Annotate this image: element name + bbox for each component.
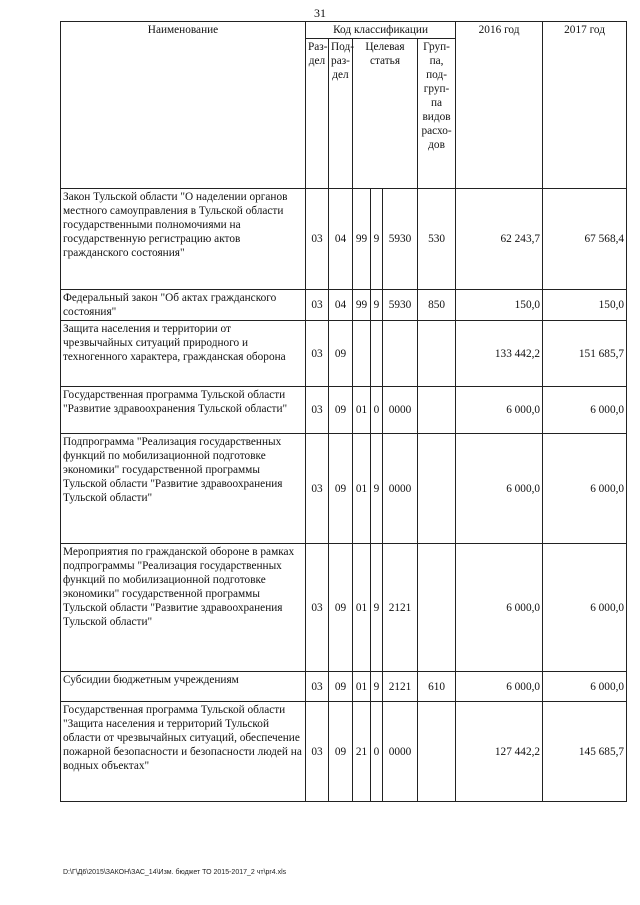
row-amount-2016: 6 000,0 — [456, 672, 543, 702]
row-cs-direction: 0000 — [383, 387, 418, 434]
row-cs-direction: 5930 — [383, 189, 418, 290]
row-amount-2017: 6 000,0 — [543, 672, 627, 702]
row-cs-program: 99 — [353, 290, 371, 321]
row-name: Мероприятия по гражданской обороне в рамках подпрограммы "Реализация государственных функций по мобилизационной подготовке экономики" государственной программы Тульской области "Развитие здравоохранения Тульской области" — [61, 544, 306, 672]
row-amount-2017: 6 000,0 — [543, 387, 627, 434]
row-podrazdel: 09 — [329, 672, 353, 702]
row-amount-2016: 133 442,2 — [456, 321, 543, 387]
row-amount-2016: 150,0 — [456, 290, 543, 321]
row-razdel: 03 — [306, 290, 329, 321]
row-cs-program: 01 — [353, 672, 371, 702]
row-vid-rashodov — [418, 321, 456, 387]
header-podrazdel: Под-раз-дел — [329, 39, 353, 189]
row-amount-2017: 67 568,4 — [543, 189, 627, 290]
row-vid-rashodov: 530 — [418, 189, 456, 290]
header-gruppa-vidov-rashodov: Груп-па, под-груп-па видов расхо-дов — [418, 39, 456, 189]
table-row — [61, 702, 627, 802]
row-cs-subprogram: 9 — [371, 672, 383, 702]
table-row — [61, 672, 627, 702]
row-razdel: 03 — [306, 702, 329, 802]
row-vid-rashodov: 850 — [418, 290, 456, 321]
row-cs-direction — [383, 321, 418, 387]
row-cs-subprogram: 0 — [371, 387, 383, 434]
row-amount-2017: 145 685,7 — [543, 702, 627, 802]
row-podrazdel: 09 — [329, 387, 353, 434]
header-name: Наименование — [61, 22, 306, 189]
row-amount-2016: 6 000,0 — [456, 387, 543, 434]
table-row — [61, 387, 627, 434]
row-vid-rashodov — [418, 434, 456, 544]
row-razdel: 03 — [306, 321, 329, 387]
row-podrazdel: 09 — [329, 702, 353, 802]
row-amount-2017: 150,0 — [543, 290, 627, 321]
table-row — [61, 189, 627, 290]
row-cs-program: 01 — [353, 434, 371, 544]
page-number: 31 — [314, 6, 326, 20]
budget-table — [60, 21, 627, 802]
row-razdel: 03 — [306, 672, 329, 702]
row-amount-2017: 6 000,0 — [543, 544, 627, 672]
table-row — [61, 544, 627, 672]
row-podrazdel: 04 — [329, 189, 353, 290]
row-cs-subprogram: 9 — [371, 544, 383, 672]
row-podrazdel: 09 — [329, 321, 353, 387]
row-amount-2016: 6 000,0 — [456, 544, 543, 672]
row-amount-2017: 6 000,0 — [543, 434, 627, 544]
row-amount-2016: 127 442,2 — [456, 702, 543, 802]
row-cs-program: 01 — [353, 544, 371, 672]
header-year-2016: 2016 год — [456, 22, 543, 189]
row-amount-2016: 62 243,7 — [456, 189, 543, 290]
row-name: Закон Тульской области "О наделении органов местного самоуправления в Тульской области государственными полномочиями на государственную регистрацию актов гражданского состояния" — [61, 189, 306, 290]
row-cs-direction: 2121 — [383, 544, 418, 672]
row-razdel: 03 — [306, 189, 329, 290]
row-podrazdel: 09 — [329, 434, 353, 544]
row-name: Подпрограмма "Реализация государственных функций по мобилизационной подготовке экономики" государственной программы Тульской области "Развитие здравоохранения Тульской области" — [61, 434, 306, 544]
row-razdel: 03 — [306, 544, 329, 672]
row-cs-program: 99 — [353, 189, 371, 290]
row-cs-direction: 0000 — [383, 702, 418, 802]
row-podrazdel: 04 — [329, 290, 353, 321]
row-cs-subprogram: 9 — [371, 434, 383, 544]
file-path-footer: D:\Г\Д6\2015\ЗАКОН\ЗАС_14\Изм. бюджет ТО 2015-2017_2 чт\pr4.xls — [63, 869, 287, 876]
row-cs-direction: 2121 — [383, 672, 418, 702]
header-celevaya-statya: Целевая статья — [353, 39, 418, 189]
row-name: Субсидии бюджетным учреждениям — [61, 672, 306, 702]
row-name: Государственная программа Тульской области "Развитие здравоохранения Тульской области" — [61, 387, 306, 434]
row-cs-subprogram: 0 — [371, 702, 383, 802]
row-razdel: 03 — [306, 434, 329, 544]
header-year-2017: 2017 год — [543, 22, 627, 189]
table-row — [61, 290, 627, 321]
header-code-group: Код классификации — [306, 22, 456, 39]
row-cs-subprogram: 9 — [371, 189, 383, 290]
row-vid-rashodov: 610 — [418, 672, 456, 702]
table-row — [61, 321, 627, 387]
row-amount-2016: 6 000,0 — [456, 434, 543, 544]
row-vid-rashodov — [418, 544, 456, 672]
row-cs-subprogram — [371, 321, 383, 387]
row-podrazdel: 09 — [329, 544, 353, 672]
row-name: Защита населения и территории от чрезвычайных ситуаций природного и техногенного характера, гражданская оборона — [61, 321, 306, 387]
row-vid-rashodov — [418, 387, 456, 434]
row-cs-program: 21 — [353, 702, 371, 802]
row-cs-program: 01 — [353, 387, 371, 434]
table-row — [61, 434, 627, 544]
row-amount-2017: 151 685,7 — [543, 321, 627, 387]
row-name: Государственная программа Тульской области "Защита населения и территорий Тульской области от чрезвычайных ситуаций, обеспечение пожарной безопасности и безопасности людей на водных объектах" — [61, 702, 306, 802]
row-razdel: 03 — [306, 387, 329, 434]
header-razdel: Раз-дел — [306, 39, 329, 189]
row-cs-direction: 5930 — [383, 290, 418, 321]
row-cs-direction: 0000 — [383, 434, 418, 544]
row-name: Федеральный закон "Об актах гражданского состояния" — [61, 290, 306, 321]
row-cs-subprogram: 9 — [371, 290, 383, 321]
row-cs-program — [353, 321, 371, 387]
row-vid-rashodov — [418, 702, 456, 802]
